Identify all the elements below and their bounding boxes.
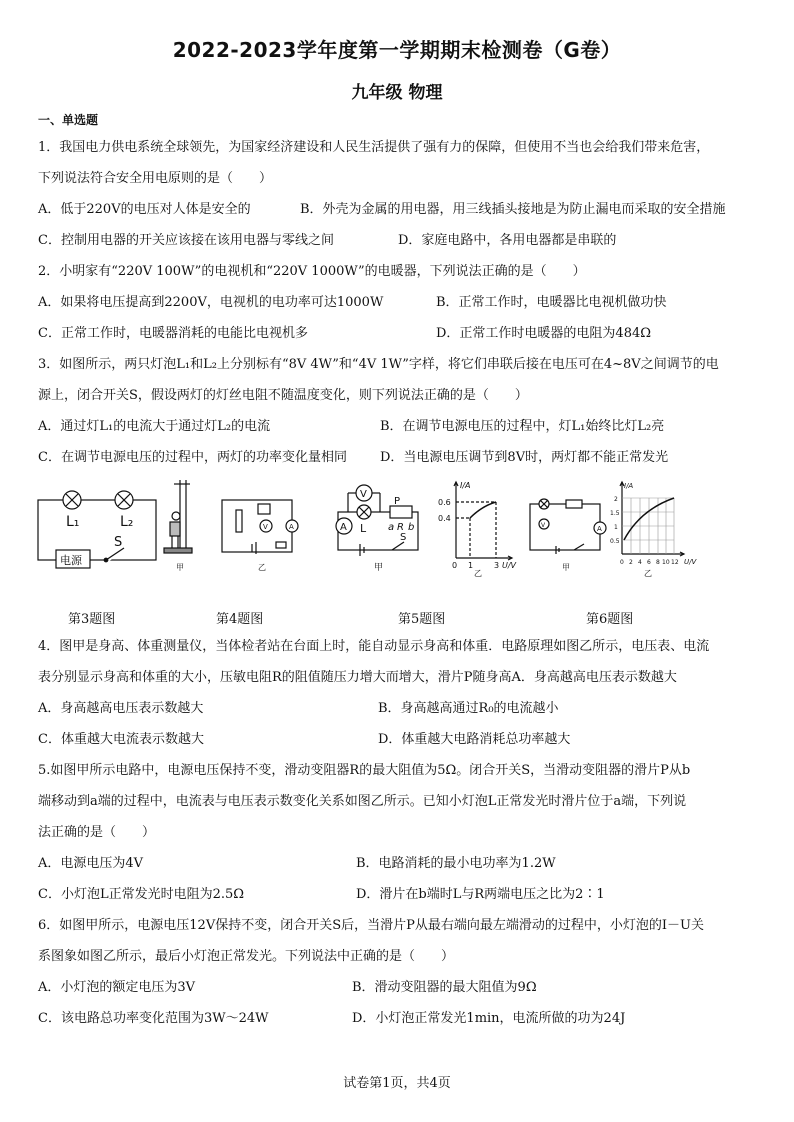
figure-q4-yi [222, 500, 298, 572]
q1-option-a: A．低于220V的电压对人体是安全的 [38, 202, 251, 217]
q1-option-c: C．控制用电器的开关应该接在该用电器与零线之间 [38, 233, 334, 248]
label-fig6-y05: 0.5 [610, 538, 620, 545]
caption-fig4: 第4题图 [216, 612, 264, 627]
q1-stem-line1: 1．我国电力供电系统全球领先，为国家经济建设和人民生活提供了强有力的保障，但使用不当也会给我们带来危害， [38, 140, 710, 155]
figure-q3-circuit [38, 491, 156, 568]
q2-option-a: A．如果将电压提高到2200V，电视机的电功率可达1000W [38, 295, 384, 310]
label-fig6-xaxis: U/V [684, 558, 697, 566]
svg-text:V: V [541, 522, 546, 529]
figure-q5-yi [438, 481, 517, 578]
label-a-end: a [388, 522, 395, 533]
label-fig6-x6: 6 [647, 559, 651, 566]
q2-option-b: B．正常工作时，电暖器比电视机做功快 [436, 295, 667, 310]
q4-option-d: D．体重越大电路消耗总功率越大 [378, 732, 571, 747]
q6-option-c: C．该电路总功率变化范围为3W～24W [38, 1011, 269, 1026]
figure-q4-jia [164, 480, 192, 572]
q4-option-a: A．身高越高电压表示数越大 [38, 701, 204, 716]
label-switch: S [114, 535, 123, 550]
label-fig6-y15: 1.5 [610, 510, 620, 517]
label-fig5-y2: 0.4 [438, 514, 451, 523]
caption-fig3: 第3题图 [68, 612, 116, 627]
label-fig6-x2: 2 [629, 559, 633, 566]
q3-option-c: C．在调节电源电压的过程中，两灯的功率变化量相同 [38, 450, 347, 465]
label-fig6-y1: 1 [614, 524, 618, 531]
label-fig5-y1: 0.6 [438, 498, 451, 507]
q5-option-b: B．电路消耗的最小电功率为1.2W [356, 856, 556, 871]
label-fig5-x3: 3 [494, 561, 500, 570]
q6-option-b: B．滑动变阻器的最大阻值为9Ω [352, 980, 537, 995]
q6-stem-line2: 系图象如图乙所示，最后小灯泡正常发光。下列说法中正确的是（ ） [38, 949, 455, 964]
label-fig6-x8: 8 [656, 559, 660, 566]
label-fig6-x4: 4 [638, 559, 642, 566]
q5-stem-line3: 法正确的是（ ） [38, 825, 156, 840]
q5-option-c: C．小灯泡L正常发光时电阻为2.5Ω [38, 887, 245, 902]
q4-option-b: B．身高越高通过R₀的电流越小 [378, 701, 559, 716]
label-source: 电源 [60, 554, 82, 567]
q2-stem-line1: 2．小明家有“220V 100W”的电视机和“220V 1000W”的电暖器，下列说法正确的是（ ） [38, 264, 586, 279]
paper-title: 2022-2023学年度第一学期期末检测卷（G卷） [172, 38, 622, 62]
rheostat-icon [390, 506, 412, 518]
label-a-meter: A [340, 522, 347, 533]
q6-option-a: A．小灯泡的额定电压为3V [38, 980, 196, 995]
q6-option-d: D．小灯泡正常发光1min，电流所做的功为24J [352, 1011, 626, 1026]
label-fig6-x12: 12 [671, 559, 679, 566]
q5-option-d: D．滑片在b端时L与R两端电压之比为2∶1 [356, 887, 605, 902]
q5-stem-line1: 5.如图甲所示电路中，电源电压保持不变，滑动变阻器R的最大阻值为5Ω。闭合开关S，当滑动变阻器的滑片P从b [38, 763, 691, 778]
q5-option-a: A．电源电压为4V [38, 856, 144, 871]
q3-option-d: D．当电源电压调节到8V时，两灯都不能正常发光 [380, 450, 669, 465]
label-l: L [360, 522, 367, 535]
label-s: S [400, 532, 407, 543]
svg-text:A: A [289, 523, 294, 531]
q3-stem-line2: 源上，闭合开关S，假设两灯的灯丝电阻不随温度变化，则下列说法正确的是（ ） [38, 388, 528, 403]
q6-stem-line1: 6．如图甲所示，电源电压12V保持不变，闭合开关S后，当滑片P从最右端向最左端滑动的过程中，小灯泡的I－U关 [38, 918, 704, 933]
caption-fig5: 第5题图 [398, 612, 446, 627]
q2-option-c: C．正常工作时，电暖器消耗的电能比电视机多 [38, 326, 308, 341]
q4-option-c: C．体重越大电流表示数越大 [38, 732, 204, 747]
figures-strip [0, 478, 794, 578]
q5-stem-line2: 端移动到a端的过程中，电流表与电压表示数变化关系如图乙所示。已知小灯泡L正常发光时滑片位于a端，下列说 [38, 794, 687, 809]
label-l2: L₂ [120, 514, 134, 530]
svg-text:V: V [263, 523, 268, 531]
q1-stem-line2: 下列说法符合安全用电原则的是（ ） [38, 171, 273, 186]
label-v: V [360, 489, 367, 500]
page-footer: 试卷第1页，共4页 [343, 1076, 451, 1091]
q1-option-b: B．外壳为金属的用电器，用三线插头接地是为防止漏电而采取的安全措施 [300, 202, 726, 217]
q2-option-d: D．正常工作时电暖器的电阻为484Ω [436, 326, 652, 341]
label-fig5-yi: 乙 [474, 569, 482, 578]
q1-option-d: D．家庭电路中，各用电器都是串联的 [398, 233, 617, 248]
label-fig6-jia: 甲 [562, 563, 570, 572]
label-fig6-yi: 乙 [644, 569, 652, 578]
label-r: R [397, 522, 404, 533]
caption-fig6: 第6题图 [586, 612, 634, 627]
label-fig5-xaxis: U/V [502, 561, 517, 570]
label-fig5-x1: 1 [468, 561, 474, 570]
label-fig6-x10: 10 [662, 559, 670, 566]
figure-q6-yi [610, 482, 697, 578]
figure-q6-jia [530, 499, 606, 572]
label-fig4-yi: 乙 [258, 563, 266, 572]
label-fig5-x0: 0 [452, 561, 458, 570]
label-fig4-jia: 甲 [176, 563, 184, 572]
label-fig6-x0: 0 [620, 559, 624, 566]
q3-stem-line1: 3．如图所示，两只灯泡L₁和L₂上分别标有“8V 4W”和“4V 1W”字样，将它们串联后接在电压可在4~8V之间调节的电 [38, 357, 719, 372]
label-l1: L₁ [66, 514, 80, 530]
q4-stem-line1: 4．图甲是身高、体重测量仪，当体检者站在台面上时，能自动显示身高和体重．电路原理如图乙所示，电压表、电流 [38, 639, 710, 654]
label-fig5-yaxis: I/A [460, 481, 471, 490]
label-fig6-y2: 2 [614, 496, 618, 503]
label-fig5-jia: 甲 [374, 563, 384, 573]
q3-option-b: B．在调节电源电压的过程中，灯L₁始终比灯L₂亮 [380, 419, 665, 434]
q3-option-a: A．通过灯L₁的电流大于通过灯L₂的电流 [38, 419, 271, 434]
q4-stem-line2: 表分别显示身高和体重的大小，压敏电阻R的阻值随压力增大而增大，滑片P随身高A．身高越高电压表示数越大 [38, 670, 677, 685]
section-heading: 一、单选题 [38, 113, 99, 127]
figure-q5-jia [336, 485, 418, 573]
paper-subtitle: 九年级 物理 [351, 83, 443, 103]
label-fig6-yaxis: I/A [624, 482, 634, 490]
label-b-end: b [408, 522, 415, 533]
label-p: P [394, 496, 401, 507]
svg-text:A: A [597, 525, 602, 533]
